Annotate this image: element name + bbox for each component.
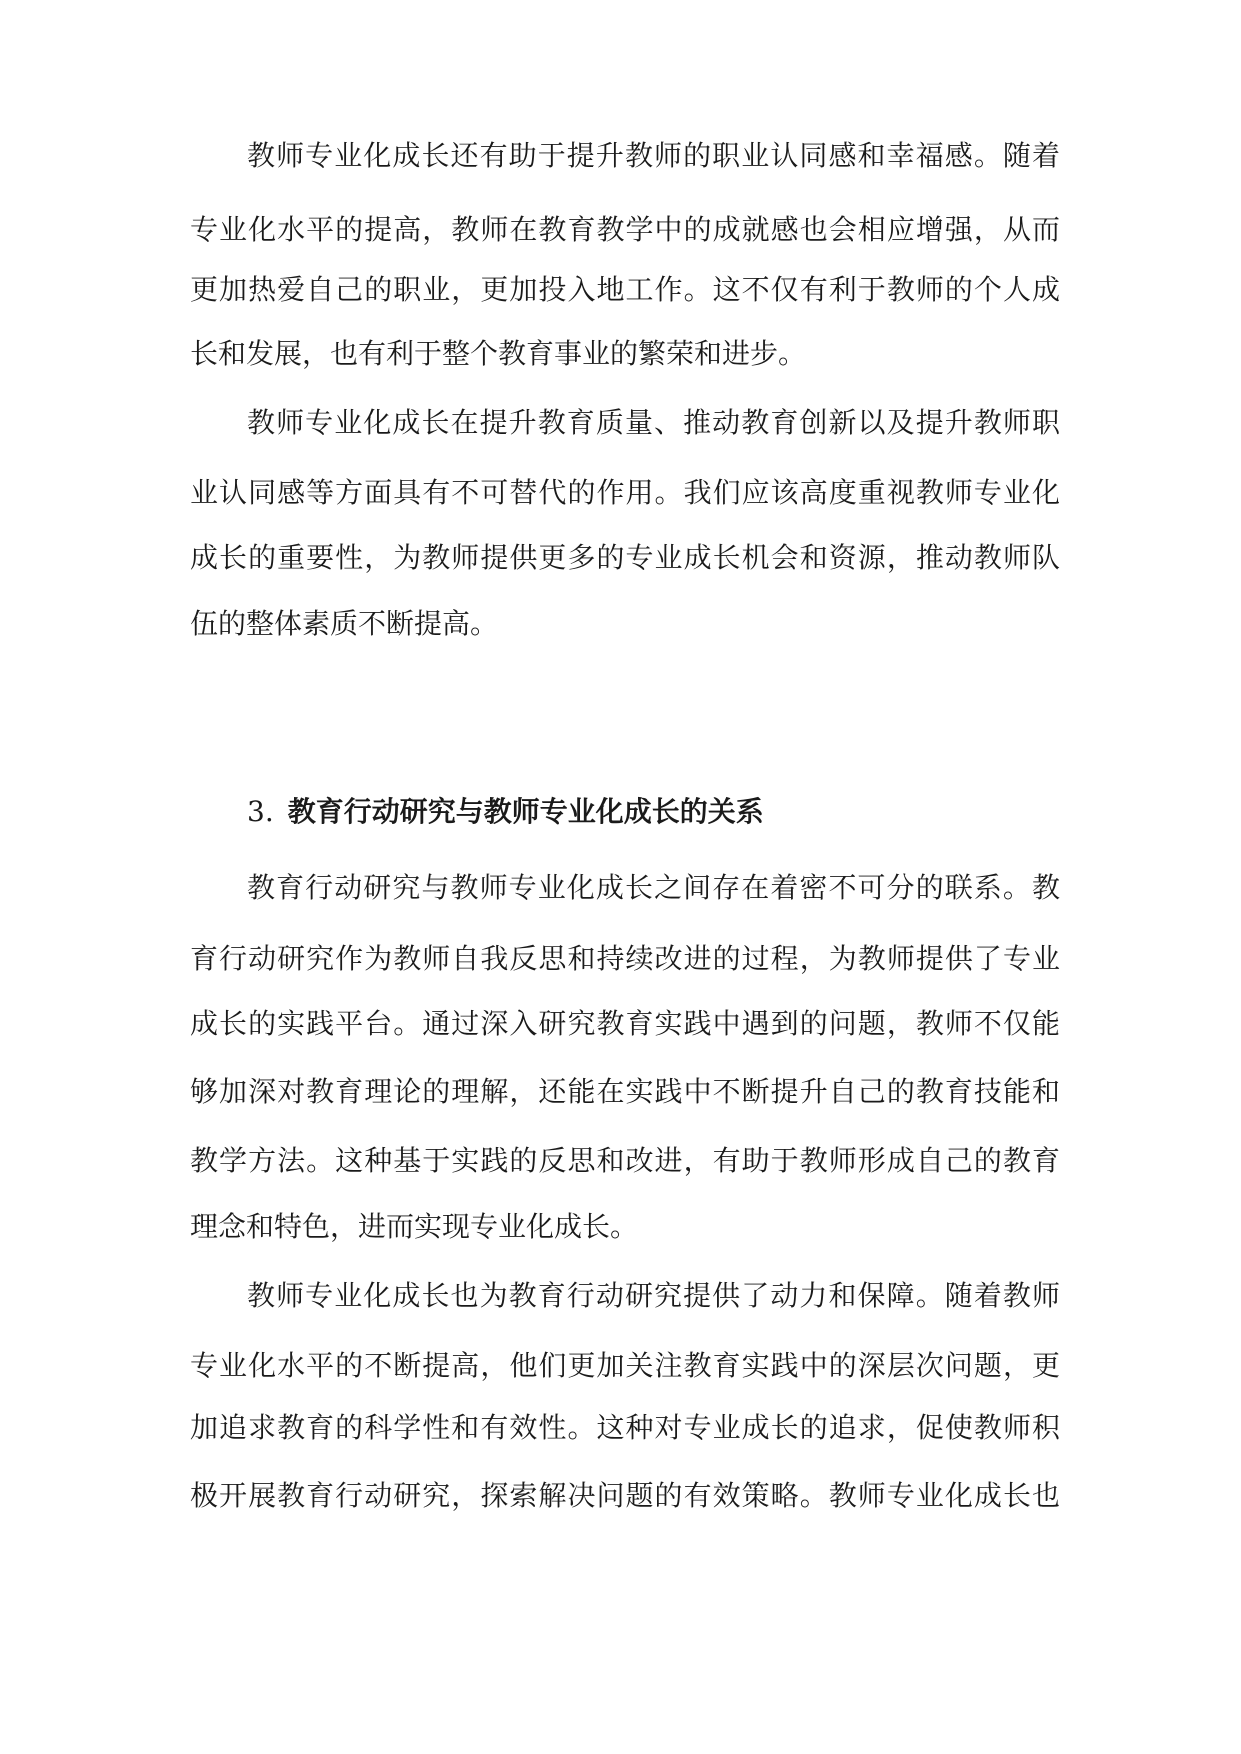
paragraph-1-line-2: 专业化水平的提高，教师在教育教学中的成就感也会相应增强，从而 bbox=[190, 213, 1060, 246]
paragraph-3-line-2: 育行动研究作为教师自我反思和持续改进的过程，为教师提供了专业 bbox=[190, 942, 1060, 975]
paragraph-3-line-5: 教学方法。这种基于实践的反思和改进，有助于教师形成自己的教育 bbox=[190, 1144, 1060, 1177]
section-heading-number: 3. bbox=[247, 795, 274, 828]
paragraph-2-line-2: 业认同感等方面具有不可替代的作用。我们应该高度重视教师专业化 bbox=[190, 476, 1060, 509]
paragraph-1-line-4: 长和发展，也有利于整个教育事业的繁荣和进步。 bbox=[190, 337, 807, 370]
paragraph-2-line-3: 成长的重要性，为教师提供更多的专业成长机会和资源，推动教师队 bbox=[190, 541, 1060, 574]
paragraph-4-line-1: 教师专业化成长也为教育行动研究提供了动力和保障。随着教师 bbox=[247, 1279, 1060, 1312]
paragraph-1-line-1: 教师专业化成长还有助于提升教师的职业认同感和幸福感。随着 bbox=[247, 139, 1060, 172]
paragraph-3-line-4: 够加深对教育理论的理解，还能在实践中不断提升自己的教育技能和 bbox=[190, 1075, 1060, 1108]
paragraph-3-line-6: 理念和特色，进而实现专业化成长。 bbox=[190, 1210, 639, 1243]
paragraph-4-line-4: 极开展教育行动研究，探索解决问题的有效策略。教师专业化成长也 bbox=[190, 1479, 1060, 1512]
section-heading-title: 教育行动研究与教师专业化成长的关系 bbox=[287, 795, 764, 828]
paragraph-4-line-3: 加追求教育的科学性和有效性。这种对专业成长的追求，促使教师积 bbox=[190, 1411, 1060, 1444]
paragraph-3-line-3: 成长的实践平台。通过深入研究教育实践中遇到的问题，教师不仅能 bbox=[190, 1007, 1060, 1040]
section-heading bbox=[247, 792, 764, 832]
paragraph-4-line-2: 专业化水平的不断提高，他们更加关注教育实践中的深层次问题，更 bbox=[190, 1349, 1060, 1382]
paragraph-3-line-1: 教育行动研究与教师专业化成长之间存在着密不可分的联系。教 bbox=[247, 871, 1060, 904]
paragraph-2-line-1: 教师专业化成长在提升教育质量、推动教育创新以及提升教师职 bbox=[247, 406, 1060, 439]
paragraph-1-line-3: 更加热爱自己的职业，更加投入地工作。这不仅有利于教师的个人成 bbox=[190, 273, 1060, 306]
paragraph-2-line-4: 伍的整体素质不断提高。 bbox=[190, 607, 499, 640]
